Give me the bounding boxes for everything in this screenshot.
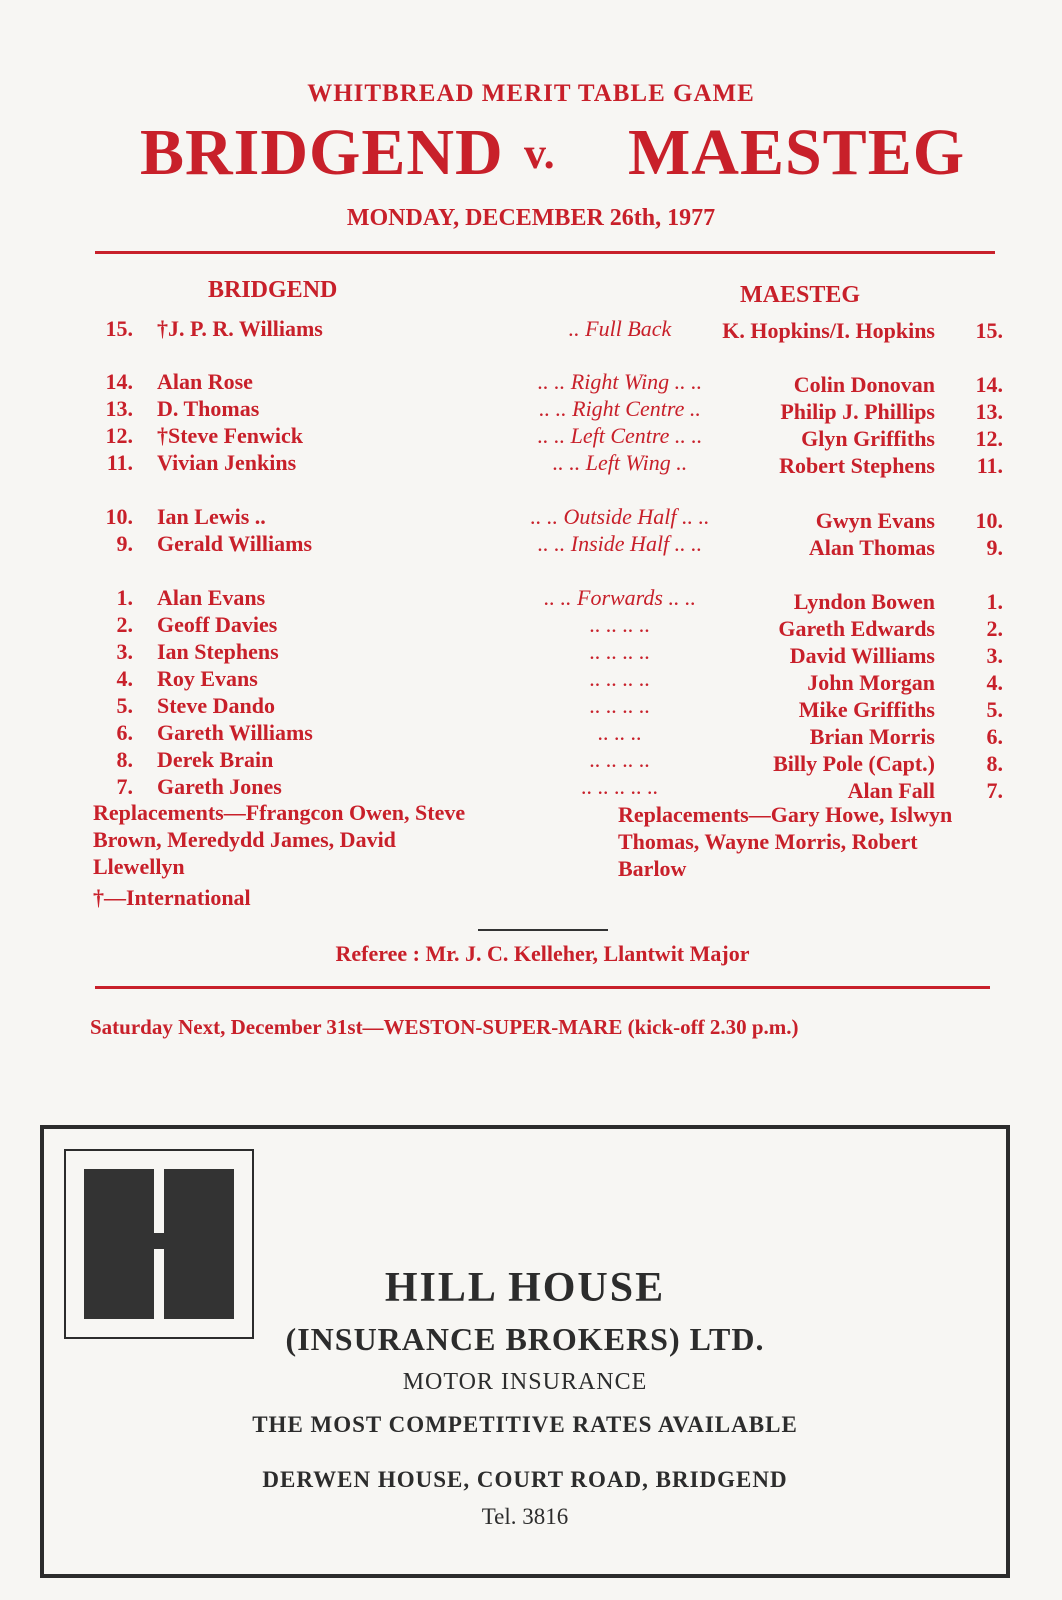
- home-player: †Steve Fenwick: [157, 423, 304, 448]
- away-team-heading: MAESTEG: [740, 282, 861, 308]
- short-divider: [478, 929, 608, 931]
- home-player: D. Thomas: [157, 396, 260, 421]
- position-label: .. .. Inside Half .. ..: [537, 531, 703, 556]
- home-player: Alan Rose: [157, 369, 253, 394]
- away-shirt-number: 12.: [975, 426, 1003, 451]
- away-player: Lyndon Bowen: [793, 589, 935, 614]
- home-player: Steve Dando: [157, 693, 275, 718]
- away-player: Colin Donovan: [793, 372, 935, 397]
- home-shirt-number: 12.: [105, 423, 133, 448]
- home-shirt-number: 10.: [105, 504, 133, 529]
- position-label: .. .. .. ..: [589, 666, 651, 691]
- position-label: .. .. Right Centre ..: [539, 396, 701, 421]
- away-player: Billy Pole (Capt.): [773, 751, 935, 776]
- away-player: Mike Griffiths: [798, 697, 935, 722]
- away-shirt-number: 6.: [986, 724, 1003, 749]
- away-shirt-number: 13.: [975, 399, 1003, 424]
- referee-line: Referee : Mr. J. C. Kelleher, Llantwit Major: [335, 941, 750, 966]
- home-shirt-number: 15.: [105, 316, 133, 341]
- away-shirt-number: 14.: [975, 372, 1003, 397]
- away-player: Robert Stephens: [779, 453, 935, 478]
- advert-service: MOTOR INSURANCE: [402, 1369, 648, 1395]
- home-shirt-number: 7.: [116, 774, 133, 799]
- home-shirt-number: 13.: [105, 396, 133, 421]
- away-shirt-number: 3.: [986, 643, 1003, 668]
- home-player: Gareth Williams: [157, 720, 313, 745]
- away-player: Brian Morris: [809, 724, 935, 749]
- home-player: Alan Evans: [157, 585, 266, 610]
- referee-divider: [95, 986, 990, 989]
- away-player: Philip J. Phillips: [780, 399, 935, 424]
- lineup-row: [95, 369, 1015, 396]
- home-player: †J. P. R. Williams: [157, 316, 323, 341]
- lineup-row: [95, 693, 1015, 720]
- lineup-row: [95, 423, 1015, 450]
- home-shirt-number: 11.: [106, 450, 133, 475]
- away-player: Gwyn Evans: [815, 508, 935, 533]
- lineup-row: [95, 531, 1015, 558]
- position-label: .. .. .. ..: [589, 639, 651, 664]
- match-date: MONDAY, DECEMBER 26th, 1977: [346, 205, 716, 231]
- away-player: Alan Fall: [847, 778, 935, 803]
- home-replacements: Replacements—Ffrangcon Owen, Steve Brown, Meredydd James, David Llewellyn: [93, 800, 466, 879]
- position-label: .. .. Outside Half .. ..: [530, 504, 710, 529]
- advert-address: DERWEN HOUSE, COURT ROAD, BRIDGEND: [262, 1467, 788, 1492]
- advert-company: HILL HOUSE: [384, 1265, 666, 1311]
- home-player: Ian Stephens: [157, 639, 279, 664]
- next-match: Saturday Next, December 31st—WESTON-SUPER-MARE (kick-off 2.30 p.m.): [90, 1015, 799, 1039]
- lineup-row: [95, 774, 1015, 801]
- away-player: Glyn Griffiths: [801, 426, 935, 451]
- position-label: .. .. .. ..: [589, 747, 651, 772]
- position-label: .. .. .. ..: [589, 693, 651, 718]
- away-shirt-number: 15.: [975, 318, 1003, 343]
- away-shirt-number: 7.: [986, 778, 1003, 803]
- advert-slogan: THE MOST COMPETITIVE RATES AVAILABLE: [252, 1412, 798, 1437]
- lineup-row: [95, 316, 1015, 343]
- away-player: K. Hopkins/I. Hopkins: [722, 318, 935, 343]
- lineup-row: [95, 639, 1015, 666]
- away-shirt-number: 4.: [986, 670, 1003, 695]
- lineup-row: [95, 396, 1015, 423]
- lineup-row: [95, 585, 1015, 612]
- lineup-row: [95, 747, 1015, 774]
- lineup-row: [95, 720, 1015, 747]
- away-team-title: MAESTEG: [628, 116, 966, 189]
- away-replacements: Replacements—Gary Howe, Islwyn Thomas, Wayne Morris, Robert Barlow: [618, 802, 953, 881]
- home-player: Geoff Davies: [157, 612, 278, 637]
- home-shirt-number: 14.: [105, 369, 133, 394]
- competition-title: WHITBREAD MERIT TABLE GAME: [307, 80, 755, 107]
- header-divider: [95, 251, 995, 254]
- away-player: Gareth Edwards: [778, 616, 935, 641]
- home-team-title: BRIDGEND: [140, 116, 504, 189]
- home-shirt-number: 9.: [116, 531, 133, 556]
- home-shirt-number: 4.: [116, 666, 133, 691]
- home-shirt-number: 8.: [116, 747, 133, 772]
- away-shirt-number: 1.: [986, 589, 1003, 614]
- home-player: Ian Lewis ..: [157, 504, 266, 529]
- lineup-row: [95, 504, 1015, 531]
- lineup-row: [95, 450, 1015, 477]
- home-shirt-number: 6.: [116, 720, 133, 745]
- home-team-heading: BRIDGEND: [208, 277, 338, 303]
- home-shirt-number: 2.: [116, 612, 133, 637]
- position-label: .. Full Back: [568, 316, 672, 341]
- home-shirt-number: 3.: [116, 639, 133, 664]
- position-label: .. .. .. .. ..: [581, 774, 659, 799]
- away-shirt-number: 11.: [976, 453, 1003, 478]
- home-player: Roy Evans: [157, 666, 258, 691]
- lineup-row: [95, 666, 1015, 693]
- lineup-row: [95, 612, 1015, 639]
- away-shirt-number: 9.: [986, 535, 1003, 560]
- home-player: Derek Brain: [157, 747, 274, 772]
- home-player: Gerald Williams: [157, 531, 313, 556]
- versus-label: v.: [524, 129, 555, 178]
- away-shirt-number: 2.: [986, 616, 1003, 641]
- away-player: Alan Thomas: [808, 535, 935, 560]
- home-shirt-number: 1.: [116, 585, 133, 610]
- away-shirt-number: 8.: [986, 751, 1003, 776]
- position-label: .. .. Forwards .. ..: [544, 585, 696, 610]
- advert-box: [40, 1125, 1010, 1578]
- position-label: .. .. ..: [598, 720, 642, 745]
- position-label: .. .. Left Centre .. ..: [537, 423, 703, 448]
- away-player: John Morgan: [807, 670, 935, 695]
- position-label: .. .. .. ..: [589, 612, 651, 637]
- away-shirt-number: 10.: [975, 508, 1003, 533]
- home-player: Gareth Jones: [157, 774, 282, 799]
- away-player: David Williams: [789, 643, 935, 668]
- away-shirt-number: 5.: [986, 697, 1003, 722]
- home-player: Vivian Jenkins: [157, 450, 297, 475]
- advert-company-sub: (INSURANCE BROKERS) LTD.: [285, 1321, 765, 1357]
- position-label: .. .. Right Wing .. ..: [537, 369, 703, 394]
- position-label: .. .. Left Wing ..: [552, 450, 688, 475]
- home-shirt-number: 5.: [116, 693, 133, 718]
- advert-telephone: Tel. 3816: [481, 1504, 569, 1529]
- international-legend: †—International: [93, 885, 251, 910]
